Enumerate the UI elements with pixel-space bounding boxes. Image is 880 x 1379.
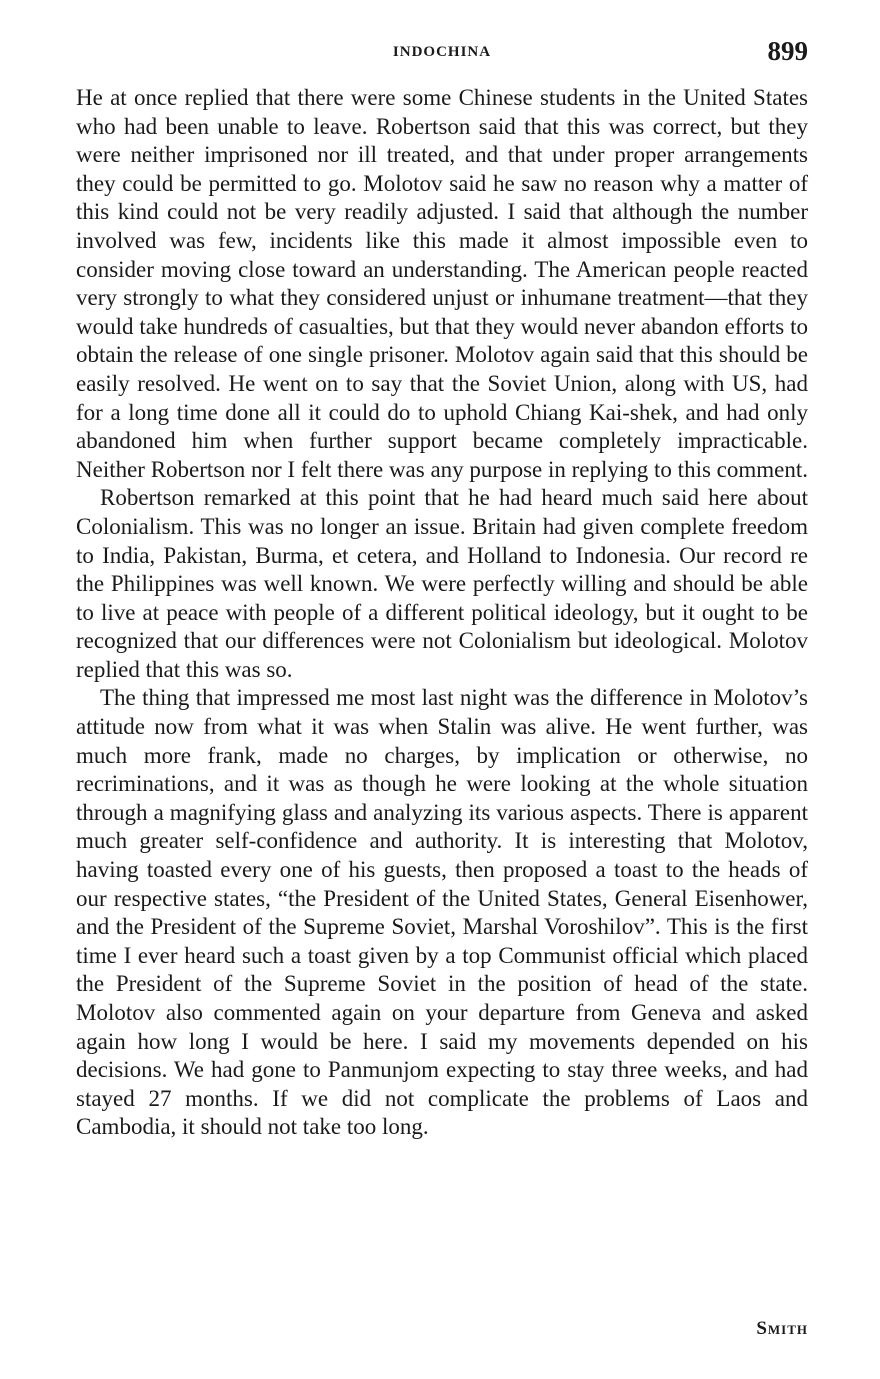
running-head: INDOCHINA [392,44,492,60]
document-body [76,84,808,1142]
paragraph: The thing that impressed me most last night was the difference in Molotov’s attitude now from what it was when Stalin was alive. He went further, was much more frank, made no charges, by implication or otherwise, no recriminations, and it was as though he were looking at the whole situation through a magnifying glass and analyzing its various aspects. There is apparent much greater self-confidence and authority. It is interesting that Molotov, having toasted every one of his guests, then proposed a toast to the heads of our respective states, “the President of the United States, General Eisenhower, and the President of the Supreme Soviet, Marshal Voroshilov”. This is the first time I ever heard such a toast given by a top Communist official which placed the President of the Supreme Soviet in the position of head of the state. Molotov also commented again on your departure from Geneva and asked again how long I would be here. I said my movements depended on his decisions. We had gone to Panmunjom expecting to stay three weeks, and had stayed 27 months. If we did not complicate the problems of Laos and Cambodia, it should not take too long. [76,685,808,1140]
paragraph: He at once replied that there were some Chinese students in the United States who had been unable to leave. Robertson said that this was correct, but they were neither imprisoned nor ill treated, and that under proper arrangements they could be permitted to go. Molotov said he saw no reason why a matter of this kind could not be very readily adjusted. I said that although the number involved was few, incidents like this made it almost impossible even to consider moving close toward an understanding. The American people reacted very strongly to what they considered unjust or inhumane treatment—that they would take hundreds of casualties, but that they would never abandon efforts to obtain the release of one single prisoner. Molotov again said that this should be easily resolved. He went on to say that the Soviet Union, along with US, had for a long time done all it could do to uphold Chiang Kai-shek, and had only abandoned him when further support became completely impracticable. Neither Robertson nor I felt there was any purpose in replying to this comment. [76,85,808,482]
page-number: 899 [767,36,808,66]
page-header [76,36,808,70]
signature: Smith [756,1318,808,1339]
paragraph: Robertson remarked at this point that he had heard much said here about Colonialism. This was no longer an issue. Britain had given complete freedom to India, Pakistan, Burma, et cetera, and Holland to Indonesia. Our record re the Philippines was well known. We were perfectly willing and should be able to live at peace with people of a different political ideology, but it ought to be recognized that our differences were not Colonialism but ideological. Molotov replied that this was so. [76,485,808,682]
